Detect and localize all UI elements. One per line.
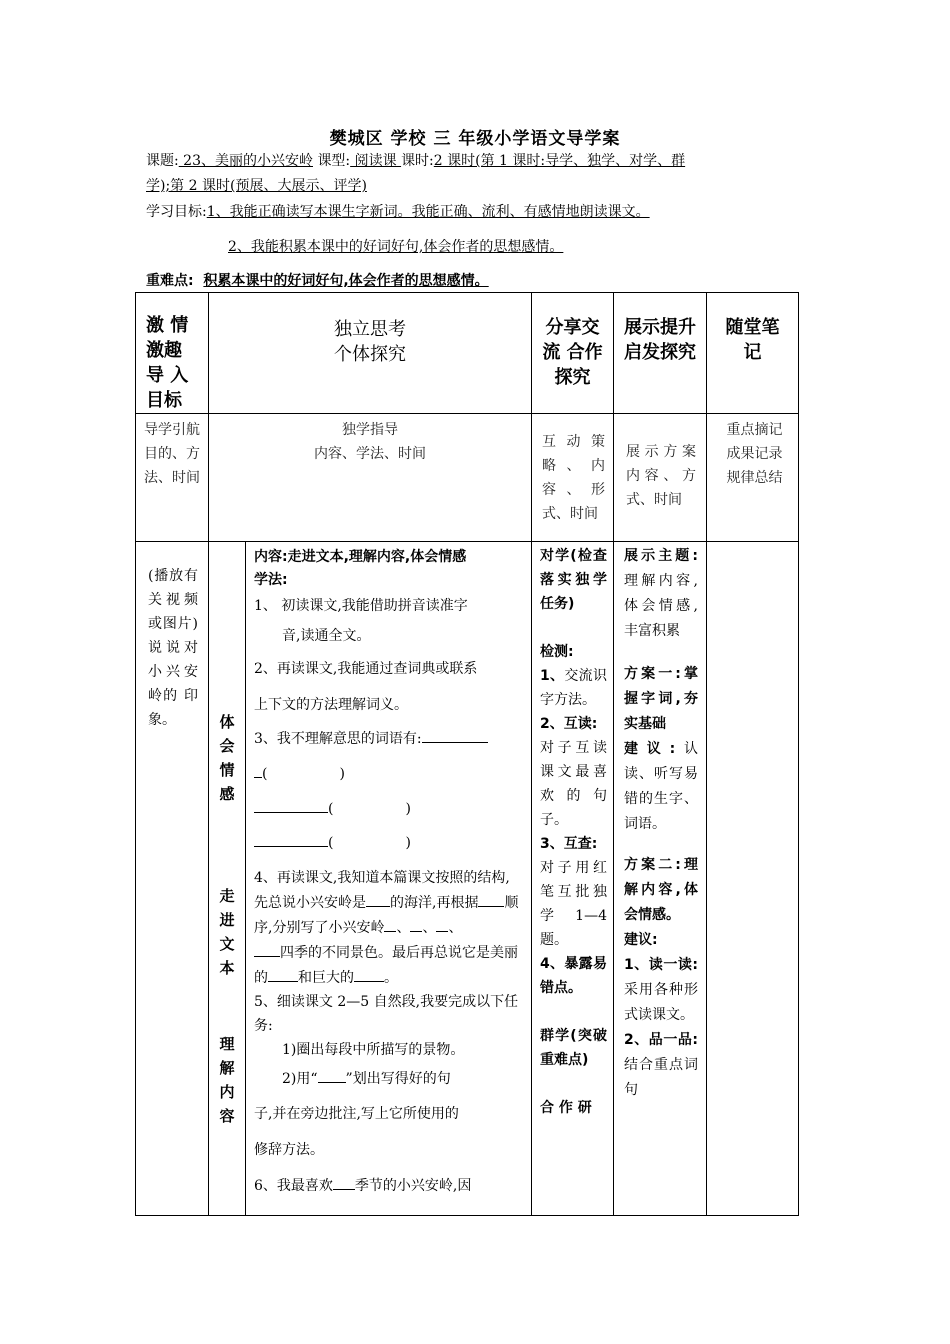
item5-2: 2)用“ ”划出写得好的句	[254, 1062, 523, 1096]
key-points-value: 积累本课中的好词好句,体会作者的思想感情。	[203, 273, 489, 289]
side-label-understand: 理解内容	[219, 1035, 235, 1125]
answer-blank[interactable]	[254, 830, 328, 847]
subheader-show: 展示方案 内容、方式、时间	[614, 414, 707, 542]
answer-blank[interactable]	[254, 761, 262, 778]
goal-2: 2、我能积累本课中的好词好句,体会作者的思想感情。	[228, 239, 564, 255]
header-share: 分享交流 合作探究	[532, 293, 614, 414]
header-show: 展示提升 启发探究	[614, 293, 707, 414]
answer-blank[interactable]	[268, 965, 298, 982]
subheader-share: 互动策略、内容、形式、时间	[532, 414, 614, 542]
content-cell: 内容:走进文本,理解内容,体会情感 学法: 1、 初读课文,我能借助拼音读准字 音,读通全文。 2、再读课文,我能通过查词典或联系 上下文的方法理解词义。 3、我不理解意思的词语有: ( ) ( ) ( ) 4、再读课文,我知道本篇课文按照的结构,先总说小兴安岭是 的海洋,再根据 顺序,分别写了小兴安岭 、 、 、 四季的不同景色。最后再总说它是美丽的 和巨大的 。 5、细读课文 2—5 自然段,我要完成以下任务: 1)圈出每段中所描写的景物。 2)用“ ”划出写得好的句 子,并在旁边批注,写上它所使用的 修辞方法。 6、我最喜欢 季节的小兴安岭,因	[246, 542, 532, 1216]
type-label: 课型:	[317, 153, 351, 169]
answer-blank[interactable]	[254, 796, 328, 813]
header-intro: 激 情 激趣 导 入 目标	[136, 293, 209, 414]
side-label-enter: 走进文本	[219, 887, 235, 977]
lesson-value: 23、美丽的小兴安岭	[178, 153, 313, 169]
guide-table	[135, 292, 799, 1216]
method-title: 学法:	[254, 572, 288, 588]
answer-blank[interactable]	[410, 915, 422, 932]
item3: 3、我不理解意思的词语有:	[254, 723, 523, 756]
key-points	[146, 270, 489, 292]
lesson-label: 课题:	[146, 153, 179, 169]
header-row	[136, 293, 799, 414]
word-line-2: ( )	[254, 792, 523, 826]
hours-label: 课时:	[401, 153, 434, 169]
answer-blank[interactable]	[384, 915, 396, 932]
answer-blank[interactable]	[354, 965, 384, 982]
page-title: 樊城区 学校 三 年级小学语文导学案	[329, 129, 621, 149]
type-value: 阅读课	[350, 153, 402, 169]
answer-blank[interactable]	[422, 726, 488, 743]
subheader-guide: 导学引航 目的、方法、时间	[136, 414, 209, 542]
lesson-info-line-1	[146, 150, 685, 172]
goal-1: 1、我能正确读写本课生字新词。我能正确、流利、有感情地朗读课文。	[206, 204, 650, 220]
item6: 6、我最喜欢 季节的小兴安岭,因	[254, 1168, 523, 1204]
body-row	[136, 542, 799, 1216]
hours-value: 2 课时(第 1 课时:导学、独学、对学、群	[433, 153, 686, 169]
learning-goals	[146, 201, 650, 223]
answer-blank[interactable]	[318, 1066, 346, 1083]
side-label-feel: 体会情感	[219, 713, 235, 803]
answer-blank[interactable]	[436, 915, 448, 932]
subheader-row	[136, 414, 799, 542]
header-notes: 随堂笔记	[707, 293, 799, 414]
content-title: 内容:走进文本,理解内容,体会情感	[254, 549, 467, 565]
subheader-independent: 独学指导 内容、学法、时间	[209, 414, 532, 542]
subheader-notes: 重点摘记 成果记录 规律总结	[707, 414, 799, 542]
lesson-info-line-2: 学);第 2 课时(预展、大展示、评学)	[146, 178, 367, 194]
word-line-3: ( )	[254, 826, 523, 860]
intro-cell: (播放有关视频或图片)说说对小兴安岭的 印象。	[136, 542, 209, 1216]
answer-blank[interactable]	[478, 890, 504, 907]
item4: 4、再读课文,我知道本篇课文按照的结构,先总说小兴安岭是 的海洋,再根据 顺序,分别写了小兴安岭 、 、 、 四季的不同景色。最后再总说它是美丽的 和巨大的 。	[254, 870, 519, 986]
share-cell: 对学(检查落实独学任务) 检测: 1、交流识字方法。 2、互读: 对子互读课文最喜欢的句子。 3、互查: 对子用红笔互批独学 1—4 题。 4、暴露易错点。 群学(突破重难点) 合 作 研	[532, 542, 614, 1216]
answer-blank[interactable]	[366, 890, 390, 907]
answer-blank[interactable]	[254, 940, 280, 957]
show-cell: 展示主题:理解内容,体会情感,丰富积累 方案一:掌握字词,夯实基础 建议:认读、听写易错的生字、词语。 方案二:理解内容,体会情感。 建议: 1、读一读:采用各种形式读课文。 2、品一品:结合重点词句	[614, 542, 707, 1216]
key-points-label: 重难点:	[146, 273, 194, 289]
side-labels-cell	[209, 542, 246, 1216]
notes-cell[interactable]	[707, 542, 799, 1216]
goals-label: 学习目标:	[146, 204, 207, 220]
answer-blank[interactable]	[333, 1173, 355, 1190]
header-independent: 独立思考 个体探究	[209, 293, 532, 414]
word-line-1: ( )	[254, 756, 523, 792]
